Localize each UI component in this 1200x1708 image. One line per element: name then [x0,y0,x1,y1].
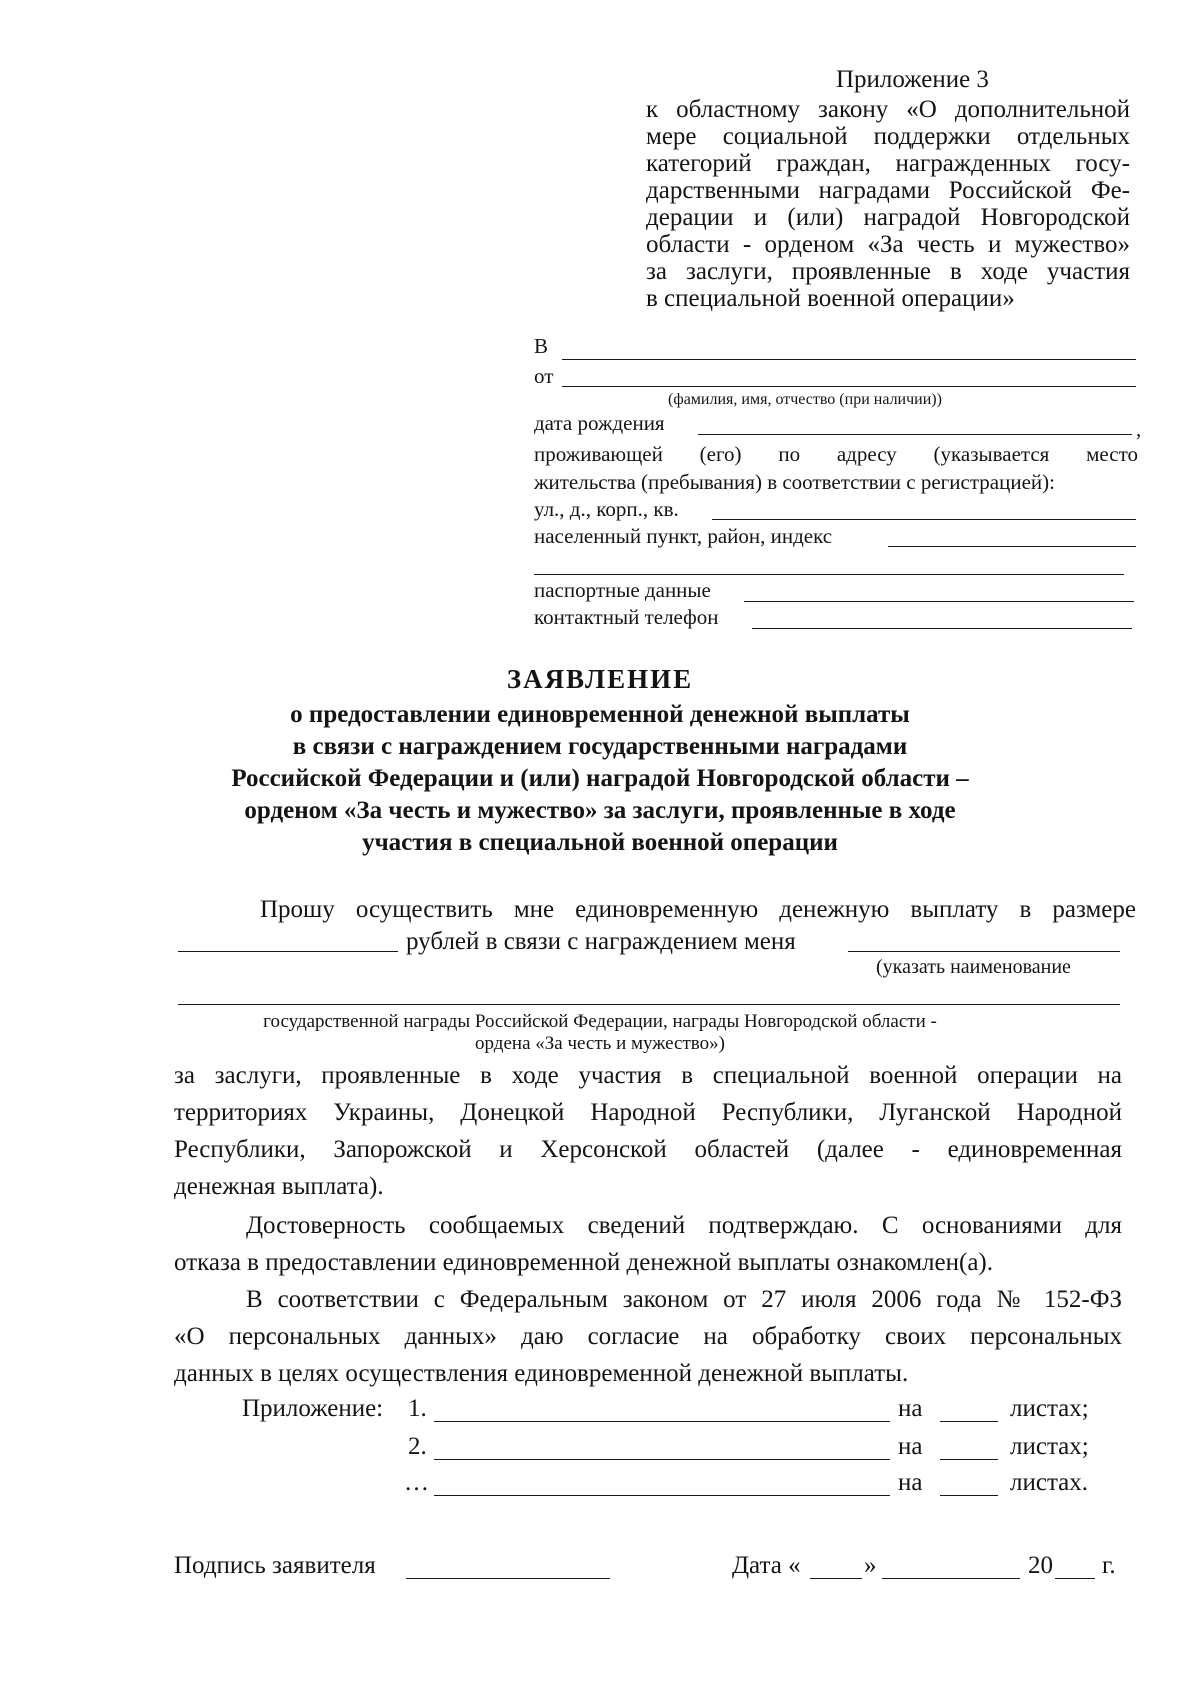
attachment-sheets: листах. [1010,1469,1089,1496]
appendix-line: категорий граждан, награжденных госу- [646,150,1130,177]
residing-line2: жительства (пребывания) в соответствии с регистрацией): [534,470,1055,494]
appendix-title: Приложение 3 [836,66,989,93]
birth-comma: , [1136,417,1142,441]
attachment-2-field[interactable] [434,1459,890,1460]
appendix-line: дерации и (или) наградой Новгородской [646,204,1130,231]
award-field[interactable] [848,951,1120,952]
passport-field[interactable] [744,601,1134,602]
year-suffix: г. [1102,1552,1116,1579]
street-label: ул., д., корп., кв. [534,497,679,521]
appendix-line: за заслуги, проявленные в ходе участия [646,258,1130,285]
consent-line: «О персональных данных» даю согласие на обработку своих персональных [174,1323,1122,1350]
to-label: В [534,334,549,358]
attachment-on: на [898,1469,923,1496]
birth-label: дата рождения [534,411,665,435]
request-rubles: рублей в связи с награждением меня [406,928,796,955]
passport-label: паспортные данные [534,578,711,602]
title-line: о предоставлении единовременной денежной выплаты [290,701,910,728]
consent-line: данных в целях осуществления единовременной денежной выплаты. [174,1360,909,1387]
title-line: Российской Федерации и (или) наградой Новгородской области – [231,765,969,792]
attachment-num: 1. [408,1395,427,1422]
attachment-1-field[interactable] [434,1421,890,1422]
title-line: орденом «За честь и мужество» за заслуги, проявленные в ходе [244,797,956,824]
appendix-line: области - орденом «За честь и мужество» [646,231,1130,258]
signature-label: Подпись заявителя [174,1552,376,1579]
merits-line: за заслуги, проявленные в ходе участия в специальной военной операции на [174,1062,1122,1089]
to-field[interactable] [562,359,1136,360]
fio-caption: (фамилия, имя, отчество (при наличии)) [668,391,942,408]
residing-line1: проживающей (его) по адресу (указывается место [534,442,1138,466]
attachment-3-sheets-field[interactable] [940,1495,998,1496]
locality-label: населенный пункт, район, индекс [534,524,833,548]
attachment-3-field[interactable] [434,1495,890,1496]
attachment-1-sheets-field[interactable] [940,1421,998,1422]
date-close: » [864,1552,877,1579]
attachments-label: Приложение: [242,1395,384,1422]
phone-label: контактный телефон [534,605,719,629]
amount-field[interactable] [178,951,398,952]
confirm-line: Достоверность сообщаемых сведений подтверждаю. С основаниями для [246,1212,1122,1239]
from-field[interactable] [562,386,1136,387]
title-line: в связи с награждением государственными наградами [292,733,908,760]
merits-line: денежная выплата). [174,1173,384,1200]
attachment-2-sheets-field[interactable] [940,1459,998,1460]
merits-line: Республики, Запорожской и Херсонской областей (далее - единовременная [174,1136,1122,1163]
merits-line: территориях Украины, Донецкой Народной Республики, Луганской Народной [174,1099,1122,1126]
date-month-field[interactable] [882,1578,1020,1579]
attachment-num: 2. [408,1433,427,1460]
request-line1: Прошу осуществить мне единовременную денежную выплату в размере [260,896,1136,923]
phone-field[interactable] [752,628,1132,629]
signature-field[interactable] [406,1578,610,1579]
appendix-line: мере социальной поддержки отдельных [646,123,1130,150]
consent-line: В соответствии с Федеральным законом от 27 июля 2006 года № 152-ФЗ [246,1286,1122,1313]
caption-award1: государственной награды Российской Федерации, награды Новгородской области - [263,1011,937,1032]
caption-indicate: (указать наименование [876,956,1071,978]
date-day-field[interactable] [810,1578,862,1579]
locality-field[interactable] [888,546,1136,547]
document-title: ЗАЯВЛЕНИЕ [506,664,694,694]
confirm-line: отказа в предоставлении единовременной денежной выплаты ознакомлен(а). [174,1249,993,1276]
date-label: Дата « [732,1552,801,1579]
from-label: от [534,364,554,388]
title-line: участия в специальной военной операции [362,829,838,856]
appendix-line: к областному закону «О дополнительной [646,96,1130,123]
appendix-line: дарственными наградами Российской Фе- [646,177,1130,204]
caption-award2: ордена «За честь и мужество») [475,1033,725,1054]
attachment-sheets: листах; [1010,1395,1089,1422]
award-field-cont[interactable] [178,1004,1120,1005]
locality-field-cont[interactable] [534,574,1124,575]
attachment-on: на [898,1433,923,1460]
attachment-num: … [404,1469,429,1496]
street-field[interactable] [712,519,1136,520]
date-year-field[interactable] [1055,1578,1095,1579]
attachment-on: на [898,1395,923,1422]
year-prefix: 20 [1028,1552,1053,1579]
birth-field[interactable] [698,434,1132,435]
attachment-sheets: листах; [1010,1433,1089,1460]
appendix-line: в специальной военной операции» [646,285,1015,312]
